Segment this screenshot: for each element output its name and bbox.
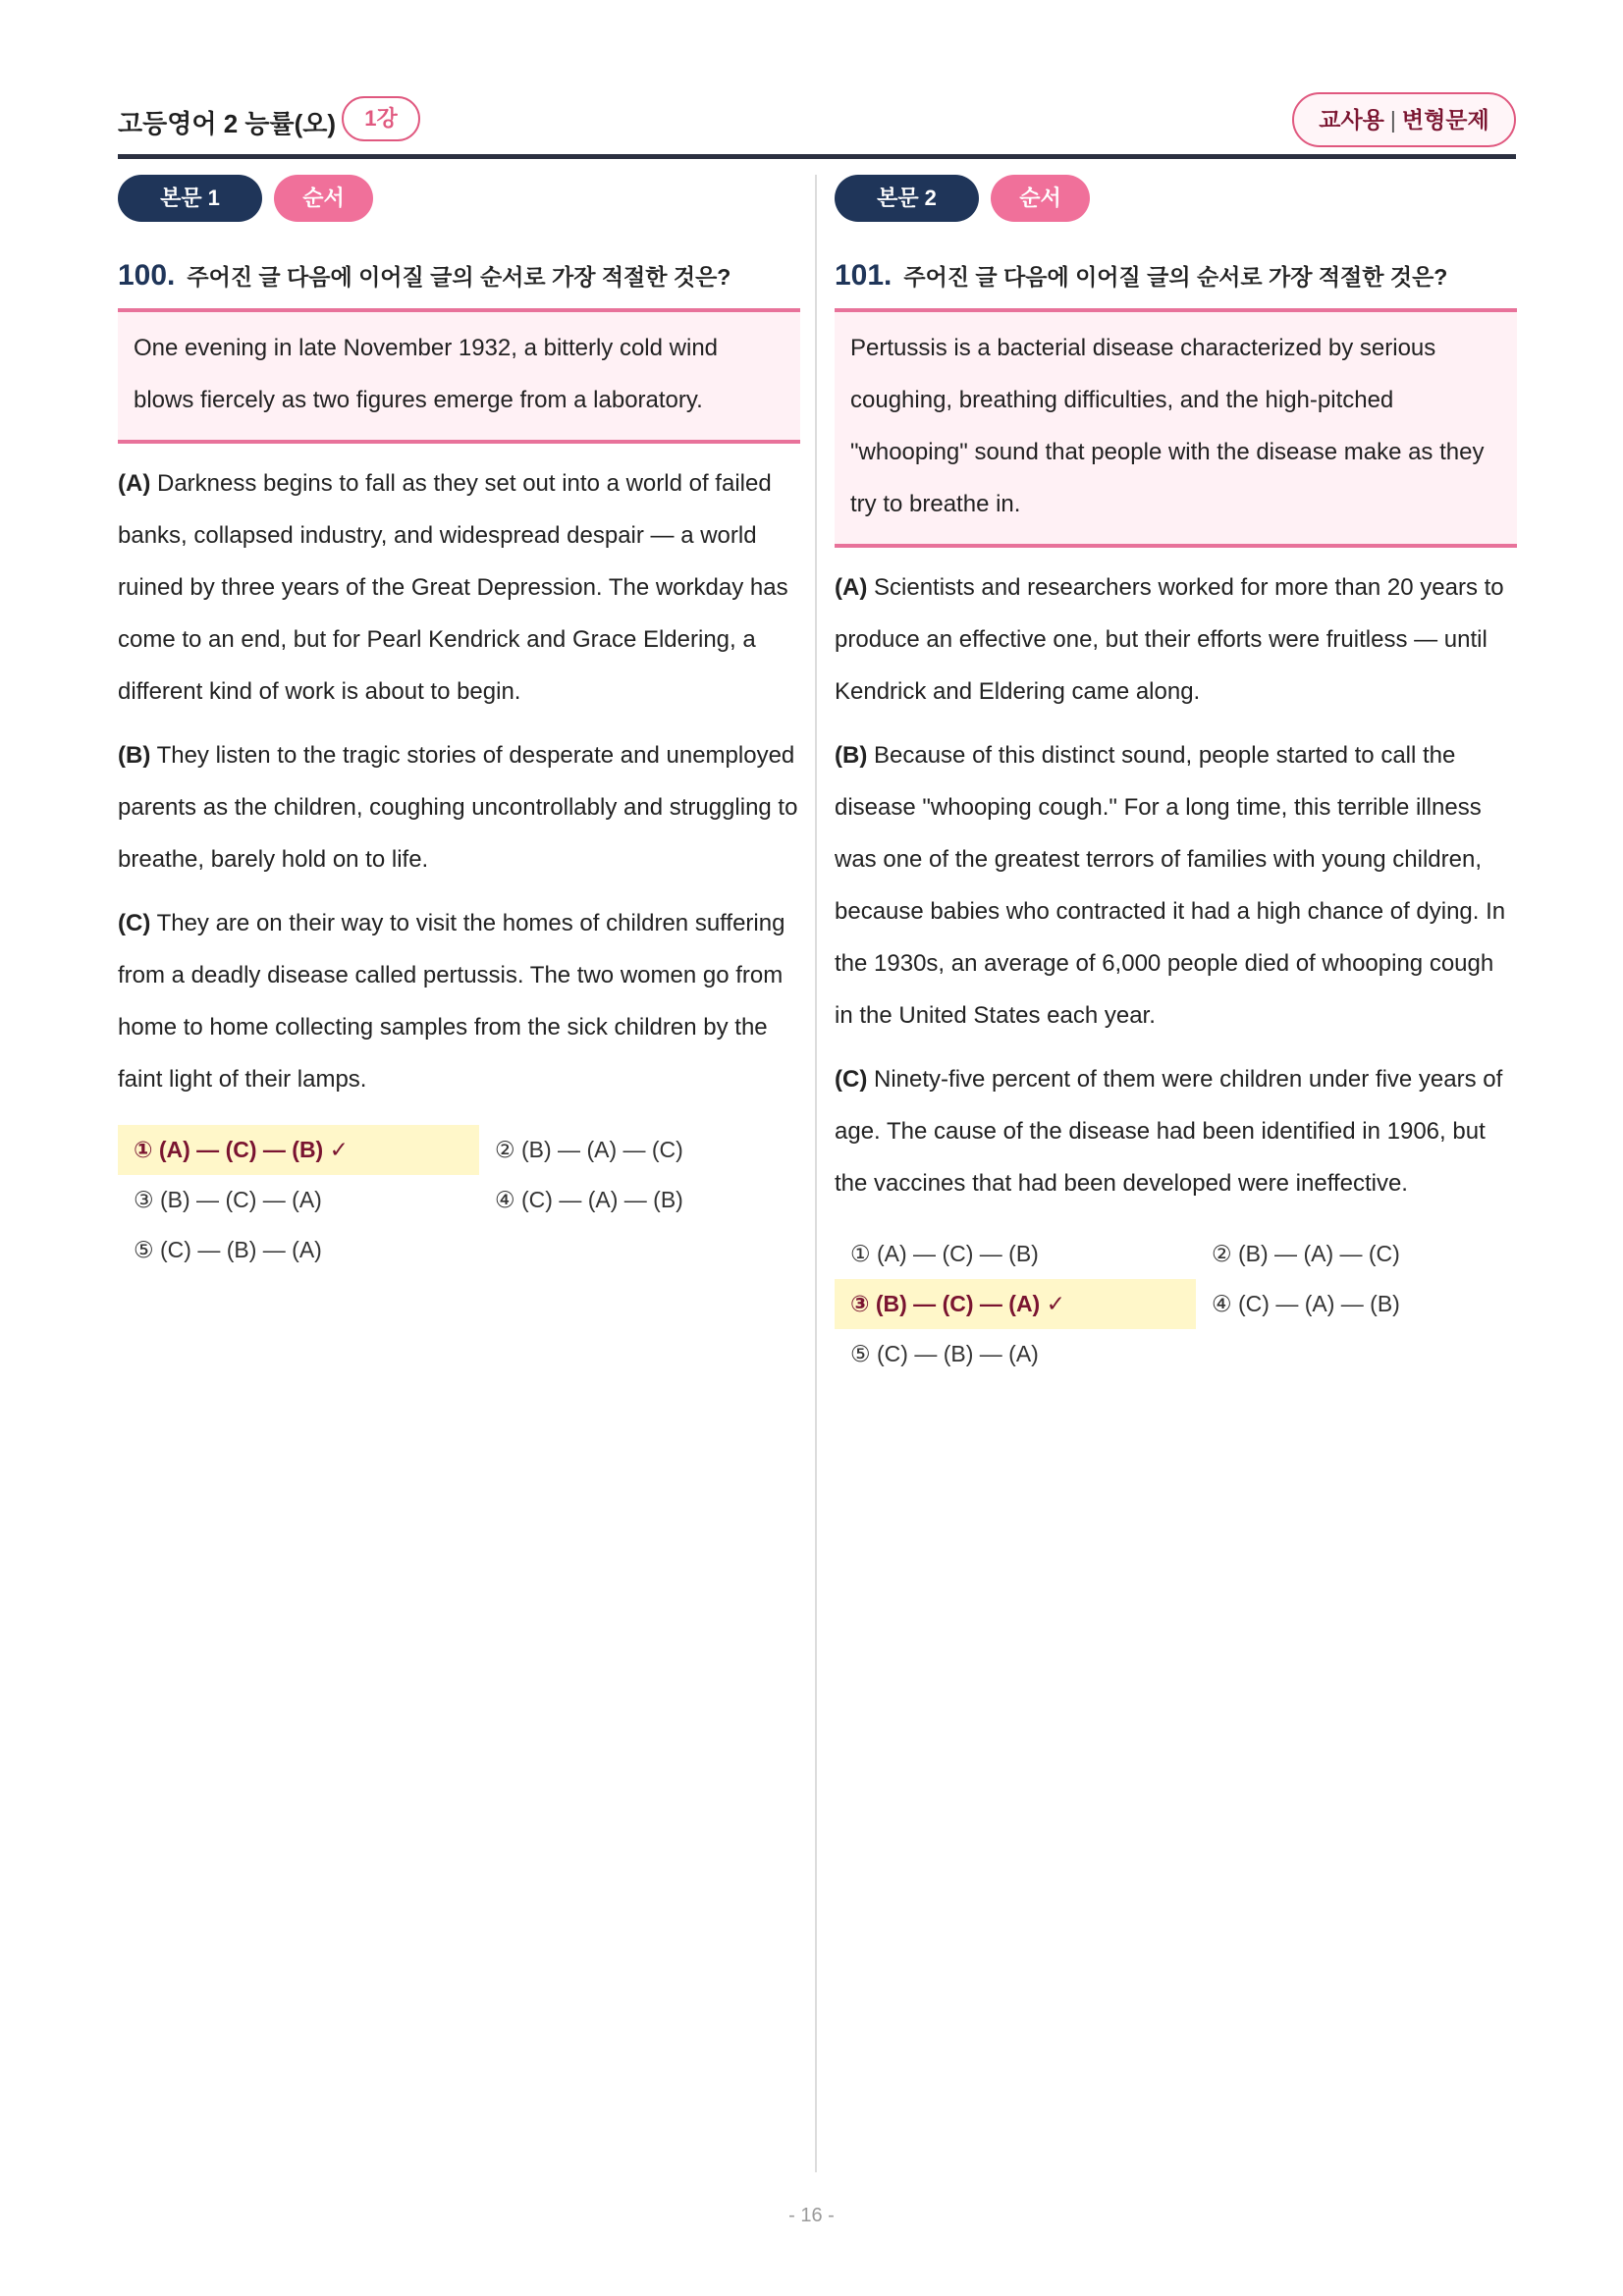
- column-divider: [815, 175, 817, 2172]
- answer-choices: [835, 1229, 1517, 1379]
- question-tags: [835, 175, 1517, 222]
- paragraph-text: They are on their way to visit the homes of children suffering from a deadly disease called pertussis. The two women go from home to home collecting samples from the sick children by the faint light of their lamps.: [118, 910, 785, 1093]
- choice-4: ④ (C) — (A) — (B): [495, 1187, 683, 1212]
- question-tags: [118, 175, 800, 222]
- question-100: [118, 175, 800, 1275]
- paragraph-label: (B): [835, 742, 868, 769]
- edition-badge: [1292, 92, 1516, 147]
- choice-1: ① (A) — (C) — (B): [850, 1241, 1039, 1266]
- type-tag: 순서: [274, 175, 373, 222]
- question-prompt: 주어진 글 다음에 이어질 글의 순서로 가장 적절한 것은?: [187, 264, 731, 290]
- question-prompt: 주어진 글 다음에 이어질 글의 순서로 가장 적절한 것은?: [903, 264, 1448, 290]
- answer-choices: [118, 1125, 800, 1275]
- paragraph-label: (A): [118, 470, 151, 497]
- choice-5: ⑤ (C) — (B) — (A): [850, 1341, 1039, 1366]
- paragraph-b: [118, 729, 800, 885]
- edition-label: 교사용: [1319, 107, 1384, 133]
- given-passage: One evening in late November 1932, a bitterly cold wind blows fiercely as two figures emerge from a laboratory.: [118, 308, 800, 444]
- paragraph-text: Because of this distinct sound, people started to call the disease "whooping cough." For a long time, this terrible illness was one of the greatest terrors of families with young children, because babies who contracted it had a high chance of dying. In the 1930s, an average of 6,000 people died of whooping cough in the United States each year.: [835, 742, 1506, 1029]
- book-title: 고등영어 2 능률(오): [118, 109, 337, 138]
- choice-3: ③ (B) — (C) — (A): [134, 1187, 322, 1212]
- edition-type: 변형문제: [1401, 107, 1489, 133]
- paragraph-b: [835, 729, 1517, 1041]
- paragraph-label: (B): [118, 742, 151, 769]
- paragraph-a: [118, 457, 800, 718]
- question-title: [835, 259, 1517, 302]
- choice-5: ⑤ (C) — (B) — (A): [134, 1237, 322, 1262]
- question-number: 100.: [118, 259, 176, 292]
- paragraph-text: Darkness begins to fall as they set out into a world of failed banks, collapsed industry, and widespread despair — a world ruined by three years of the Great Depression. The workday has come to an end, but for Pearl Kendrick and Grace Eldering, a different kind of work is about to begin.: [118, 470, 788, 705]
- page-header: [118, 96, 1516, 159]
- paragraph-label: (C): [835, 1066, 868, 1093]
- paragraph-label: (A): [835, 574, 868, 601]
- choice-2: ② (B) — (A) — (C): [1212, 1241, 1400, 1266]
- choice-1-correct: ① (A) — (C) — (B) ✓: [118, 1125, 479, 1175]
- passage-tag: 본문 2: [835, 175, 979, 222]
- choice-3-correct: ③ (B) — (C) — (A) ✓: [835, 1279, 1196, 1329]
- paragraph-c: [118, 897, 800, 1105]
- paragraph-label: (C): [118, 910, 151, 936]
- passage-tag: 본문 1: [118, 175, 262, 222]
- paragraph-text: They listen to the tragic stories of desperate and unemployed parents as the children, coughing uncontrollably and struggling to breathe, barely hold on to life.: [118, 742, 798, 873]
- type-tag: 순서: [991, 175, 1090, 222]
- paragraph-text: Ninety-five percent of them were children under five years of age. The cause of the disease had been identified in 1906, but the vaccines that had been developed were ineffective.: [835, 1066, 1503, 1197]
- edition-separator: |: [1389, 107, 1396, 133]
- question-title: [118, 259, 800, 302]
- paragraph-text: Scientists and researchers worked for more than 20 years to produce an effective one, but their efforts were fruitless — until Kendrick and Eldering came along.: [835, 574, 1504, 705]
- question-number: 101.: [835, 259, 893, 292]
- choice-4: ④ (C) — (A) — (B): [1212, 1291, 1400, 1316]
- choice-2: ② (B) — (A) — (C): [495, 1137, 683, 1162]
- lesson-badge: 1강: [342, 96, 420, 141]
- given-passage: Pertussis is a bacterial disease characterized by serious coughing, breathing difficulties, and the high-pitched "whooping" sound that people with the disease make as they try to breathe in.: [835, 308, 1517, 548]
- page-number: - 16 -: [788, 2205, 835, 2226]
- paragraph-a: [835, 561, 1517, 718]
- question-101: [835, 175, 1517, 1379]
- paragraph-c: [835, 1053, 1517, 1209]
